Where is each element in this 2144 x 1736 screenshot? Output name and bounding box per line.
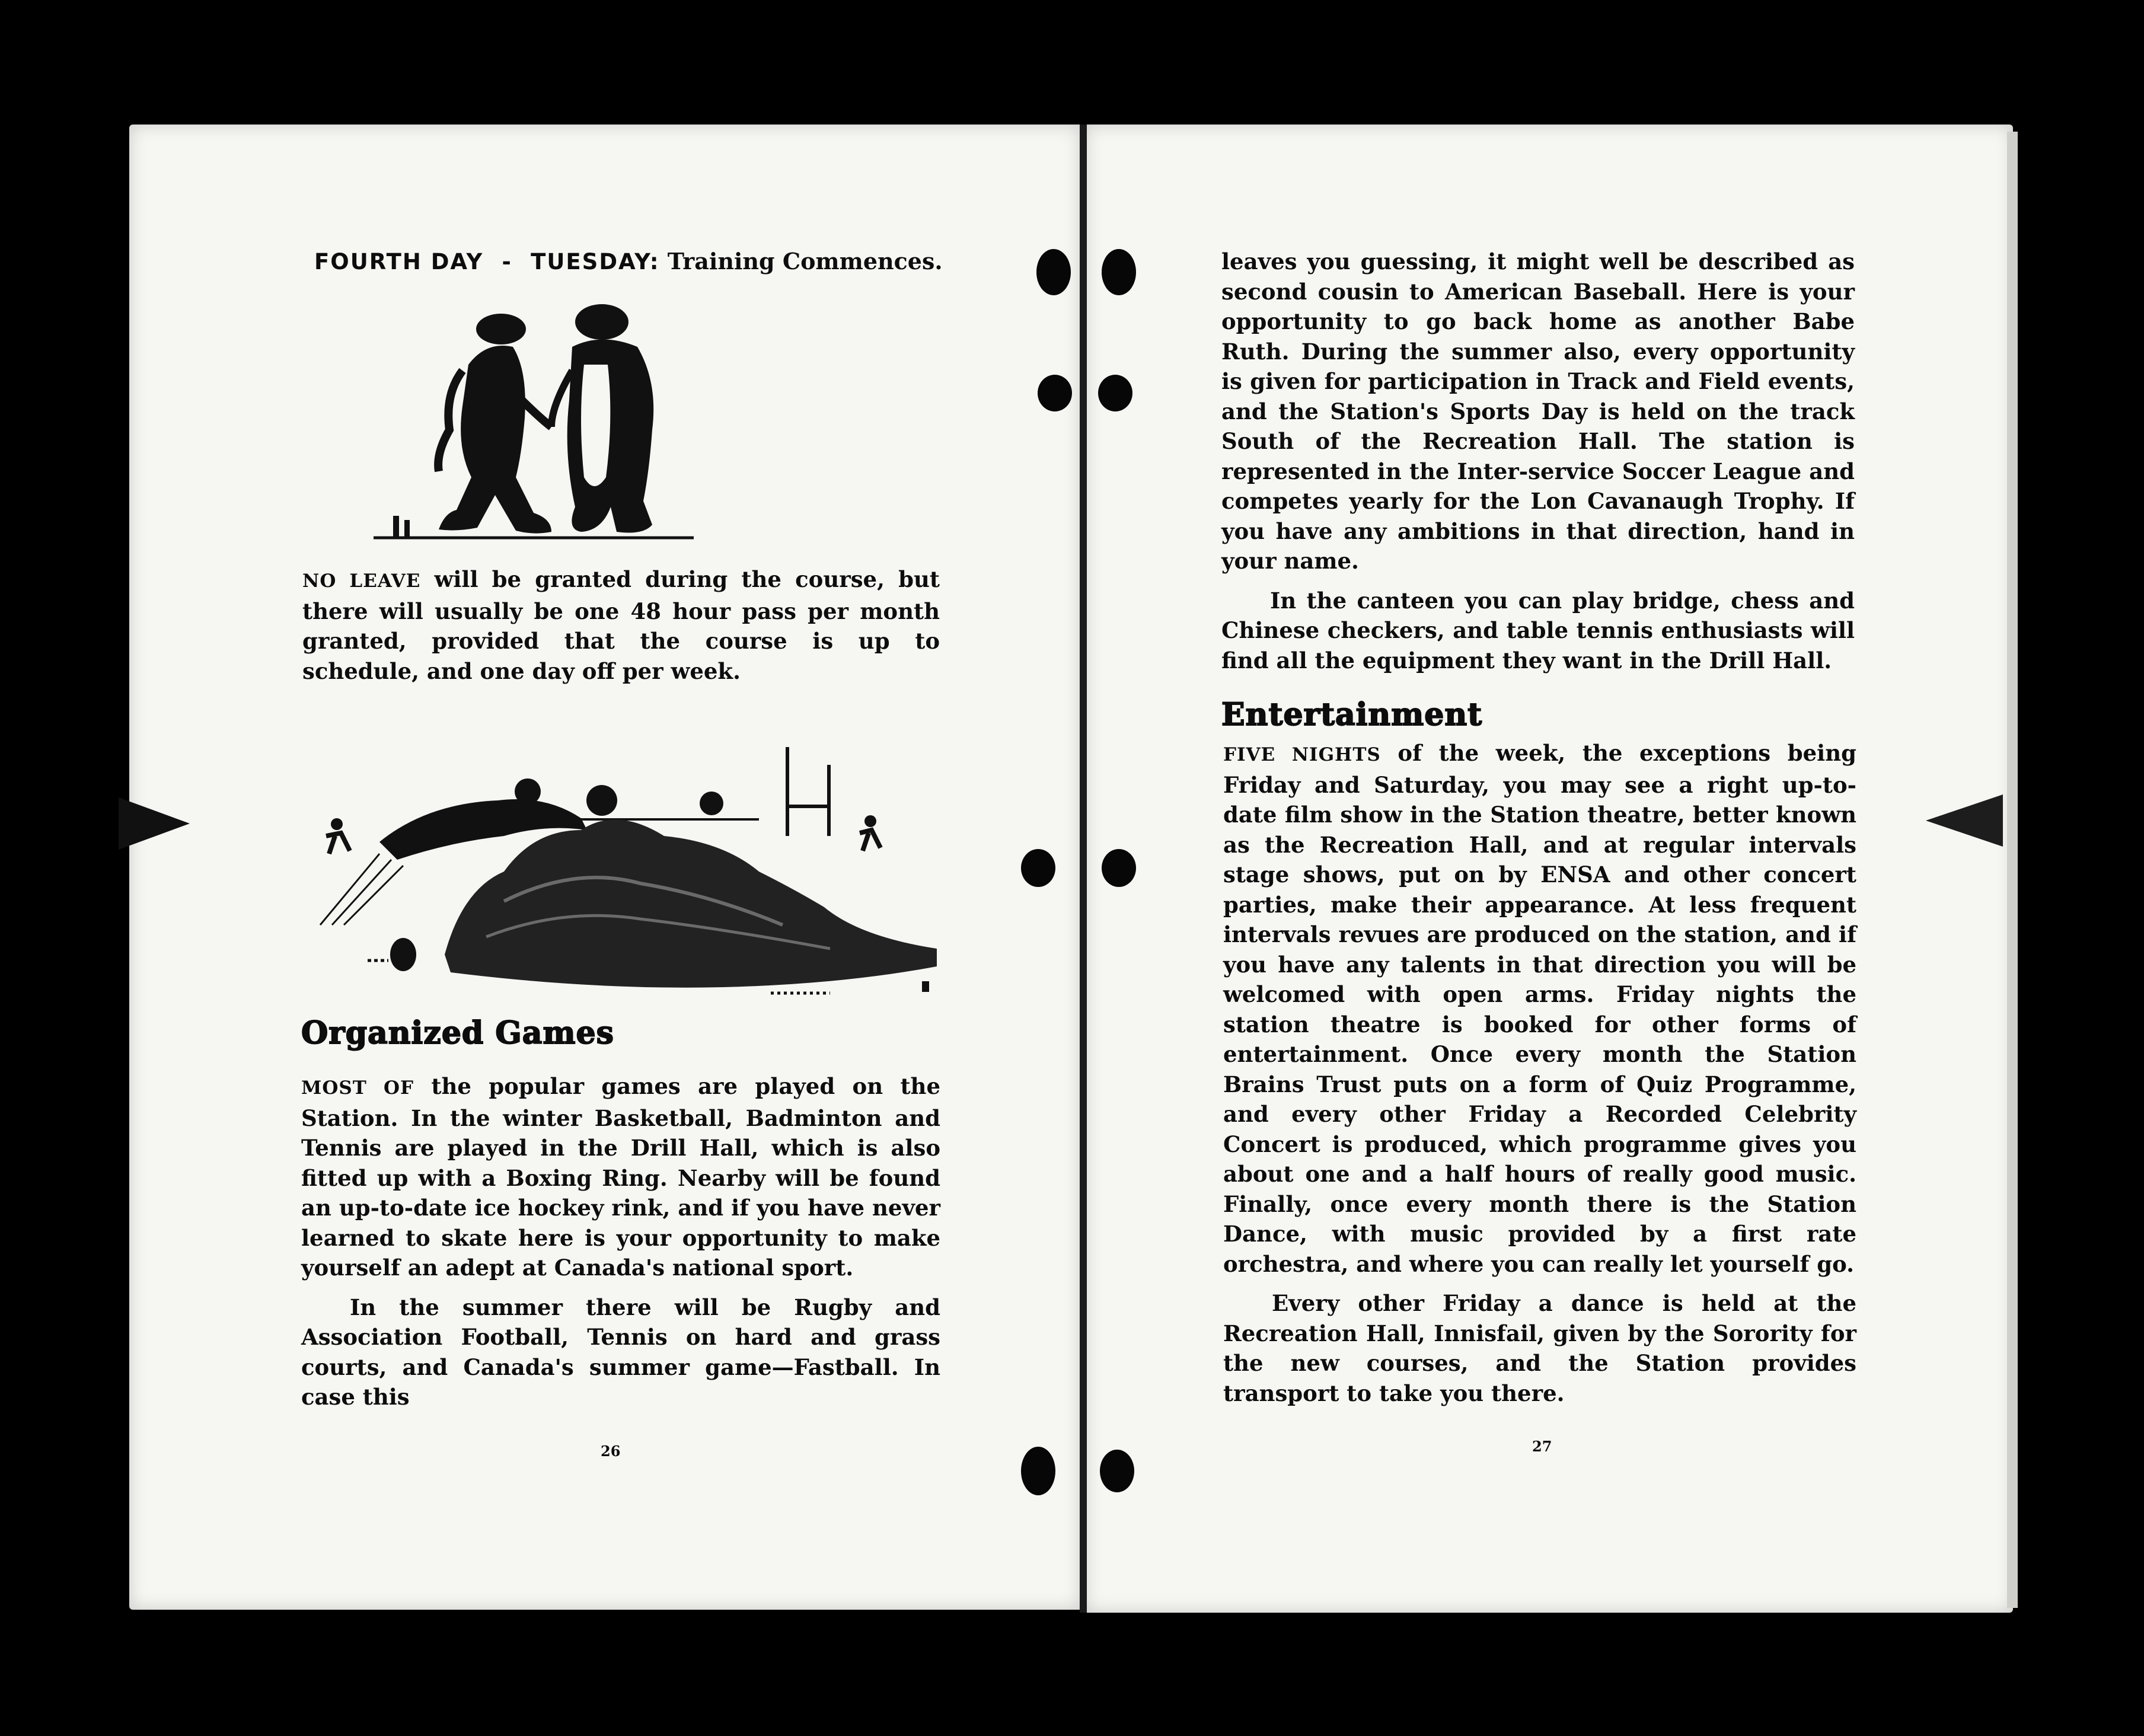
binder-hole: [1102, 249, 1136, 295]
page-number-right: 27: [1532, 1438, 1552, 1455]
heading-weekday: TUESDAY:: [531, 249, 660, 275]
heading-dash: -: [502, 249, 512, 275]
section-title-entertainment: Entertainment: [1221, 697, 1483, 733]
page-number-left: 26: [601, 1443, 621, 1460]
page-edge-stack: [2007, 132, 2018, 1608]
binder-hole: [1098, 375, 1132, 411]
entertainment-paragraph-1: of the week, the exceptions being Friday and Saturday, you may see a right up-to-date film show in the Station theatre, better known as the Recreation Hall, and at regular intervals stage shows, put on by ENSA and other concert parties, make their appearance. At less frequent intervals revues are produced on the station, and if you have any talents in that direction you will be welcomed with open arms. Friday nights the station theatre is booked for other forms of entertainment. Once every month the Station Brains Trust puts on a form of Quiz Programme, and every other Friday a Recorded Celebrity Concert is produced, which programme gives you about one and a half hours of really good music. Finally, once every month there is the Station Dance, with music provided by a first rate orchestra, and where you can really let yourself go.: [1223, 740, 1856, 1277]
walking-soldiers-illustration: [374, 299, 694, 542]
binder-hole: [1021, 849, 1055, 887]
section-title-organized-games: Organized Games: [301, 1015, 614, 1051]
entertainment-lead: FIVE NIGHTS: [1223, 744, 1381, 765]
continuation-paragraph: leaves you guessing, it might well be described as second cousin to American Baseball. Here is your opportunity to go back home as another Babe Ruth. During the summer also, every opportunity is given for participation in Track and Field events, and the Station's Sports Day is held on the track South of the Recreation Hall. The station is represented in the Inter-service Soccer League and competes yearly for the Lon Cavanaugh Trophy. If you have any ambitions in that direction, hand in your name.: [1221, 248, 1855, 574]
games-paragraph-2: In the summer there will be Rugby and Association Football, Tennis on hard and grass courts, and Canada's summer game—Fastball. In case this: [301, 1294, 940, 1410]
binder-hole: [1036, 249, 1071, 295]
day-heading: [314, 248, 943, 275]
entertainment-paragraph-2: Every other Friday a dance is held at the Recreation Hall, Innisfail, given by the Sorority for the new courses, and the Station provides transport to take you there.: [1223, 1290, 1856, 1406]
games-lead: MOST OF: [301, 1077, 414, 1099]
games-paragraph-1: the popular games are played on the Station. In the winter Basketball, Badminton and Tennis are played in the Drill Hall, which is also fitted up with a Boxing Ring. Nearby will be found an up-to-date ice hockey rink, and if you have never learned to skate here is your opportunity to make yourself an adept at Canada's national sport.: [301, 1073, 940, 1281]
scan-marker-left-icon: [119, 797, 190, 850]
binder-hole: [1102, 849, 1136, 887]
canteen-paragraph: In the canteen you can play bridge, chess and Chinese checkers, and table tennis enthusiasts will find all the equipment they want in the Drill Hall.: [1221, 587, 1855, 674]
scan-marker-right-icon: [1926, 794, 2003, 847]
no-leave-lead: NO LEAVE: [302, 570, 421, 592]
heading-day: FOURTH DAY: [314, 249, 484, 275]
no-leave-text: will be granted during the course, but there will usually be one 48 hour pass per month granted, provided that the course is up to schedule, and one day off per week.: [302, 566, 940, 684]
binder-hole: [1021, 1447, 1055, 1495]
rugby-scrum-illustration: [308, 747, 943, 996]
sports-continuation-body: [1221, 247, 1855, 675]
binder-hole: [1100, 1450, 1134, 1492]
binder-hole: [1038, 375, 1072, 411]
organized-games-body: [301, 1071, 940, 1412]
book-gutter: [1080, 125, 1087, 1613]
entertainment-body: [1223, 738, 1856, 1408]
no-leave-paragraph: [302, 564, 940, 686]
heading-rest: Training Commences.: [667, 248, 943, 275]
